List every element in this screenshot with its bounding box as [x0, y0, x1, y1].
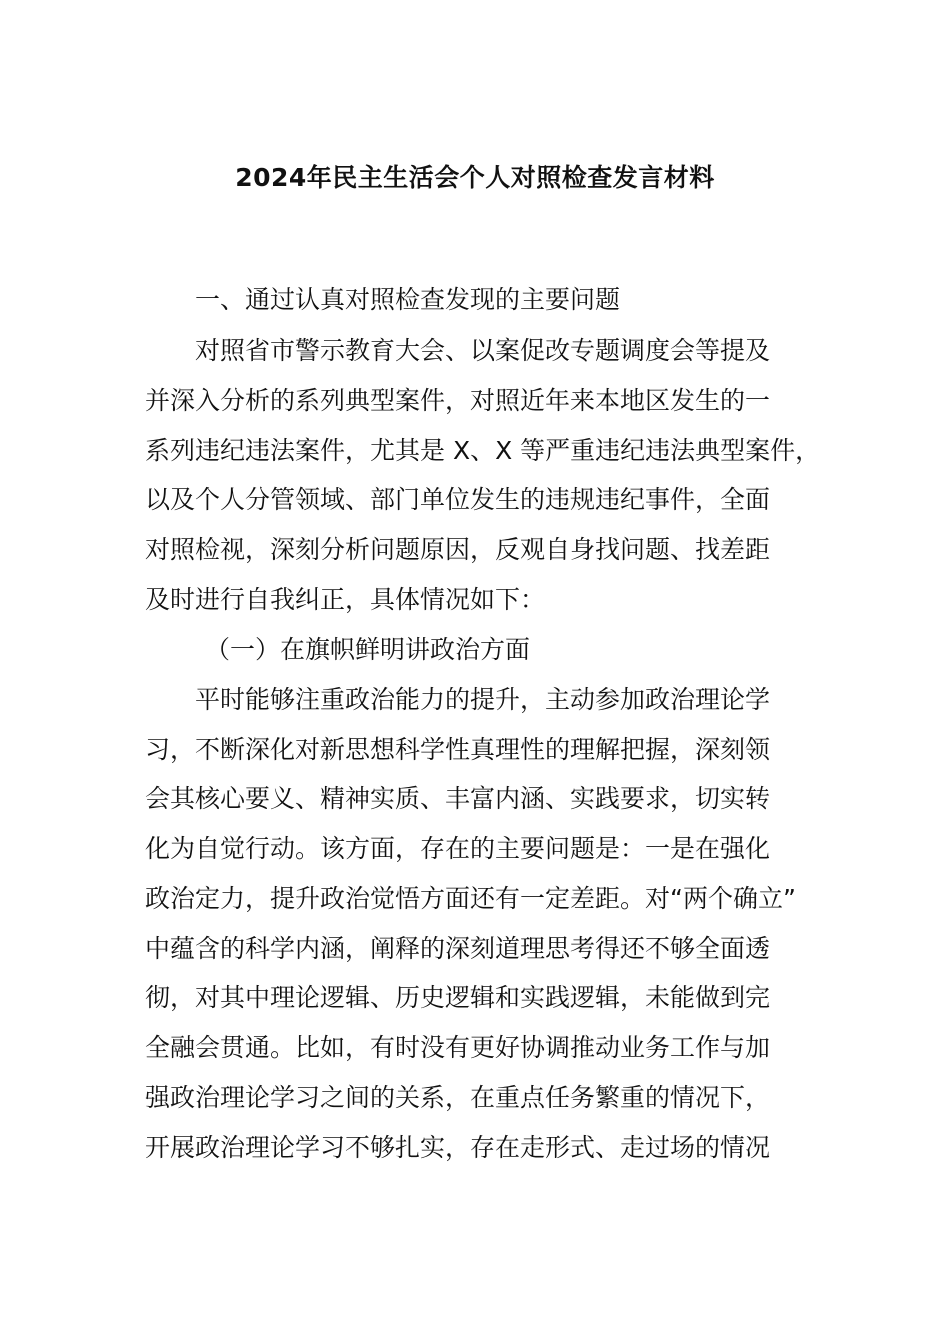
paragraph-line: 政治定力，提升政治觉悟方面还有一定差距。对“两个确立”	[145, 884, 796, 913]
paragraph-line: 对照省市警示教育大会、以案促改专题调度会等提及	[195, 336, 771, 365]
paragraph-line: 以及个人分管领域、部门单位发生的违规违纪事件，全面	[145, 485, 771, 514]
paragraph-line: 强政治理论学习之间的关系，在重点任务繁重的情况下，	[145, 1083, 771, 1112]
paragraph-line: 开展政治理论学习不够扎实，存在走形式、走过场的情况	[145, 1133, 771, 1162]
paragraph-line: 会其核心要义、精神实质、丰富内涵、实践要求，切实转	[145, 784, 771, 813]
paragraph-line: 彻，对其中理论逻辑、历史逻辑和实践逻辑，未能做到完	[145, 983, 771, 1012]
section-heading-1: 一、通过认真对照检查发现的主要问题	[195, 285, 621, 314]
paragraph-line: 及时进行自我纠正，具体情况如下：	[145, 585, 546, 614]
document-title: 2024年民主生活会个人对照检查发言材料	[235, 163, 715, 192]
paragraph-line: 全融会贯通。比如，有时没有更好协调推动业务工作与加	[145, 1033, 771, 1062]
paragraph-line: 中蕴含的科学内涵，阐释的深刻道理思考得还不够全面透	[145, 934, 771, 963]
subsection-heading-1: （一）在旗帜鲜明讲政治方面	[205, 635, 531, 664]
paragraph-line: 习，不断深化对新思想科学性真理性的理解把握，深刻领	[145, 735, 771, 764]
paragraph-line: 系列违纪违法案件，尤其是 X、X 等严重违纪违法典型案件，	[145, 436, 821, 465]
paragraph-line: 化为自觉行动。该方面，存在的主要问题是：一是在强化	[145, 834, 771, 863]
paragraph-line: 平时能够注重政治能力的提升，主动参加政治理论学	[195, 685, 771, 714]
paragraph-line: 对照检视，深刻分析问题原因，反观自身找问题、找差距	[145, 535, 771, 564]
paragraph-line: 并深入分析的系列典型案件，对照近年来本地区发生的一	[145, 386, 771, 415]
